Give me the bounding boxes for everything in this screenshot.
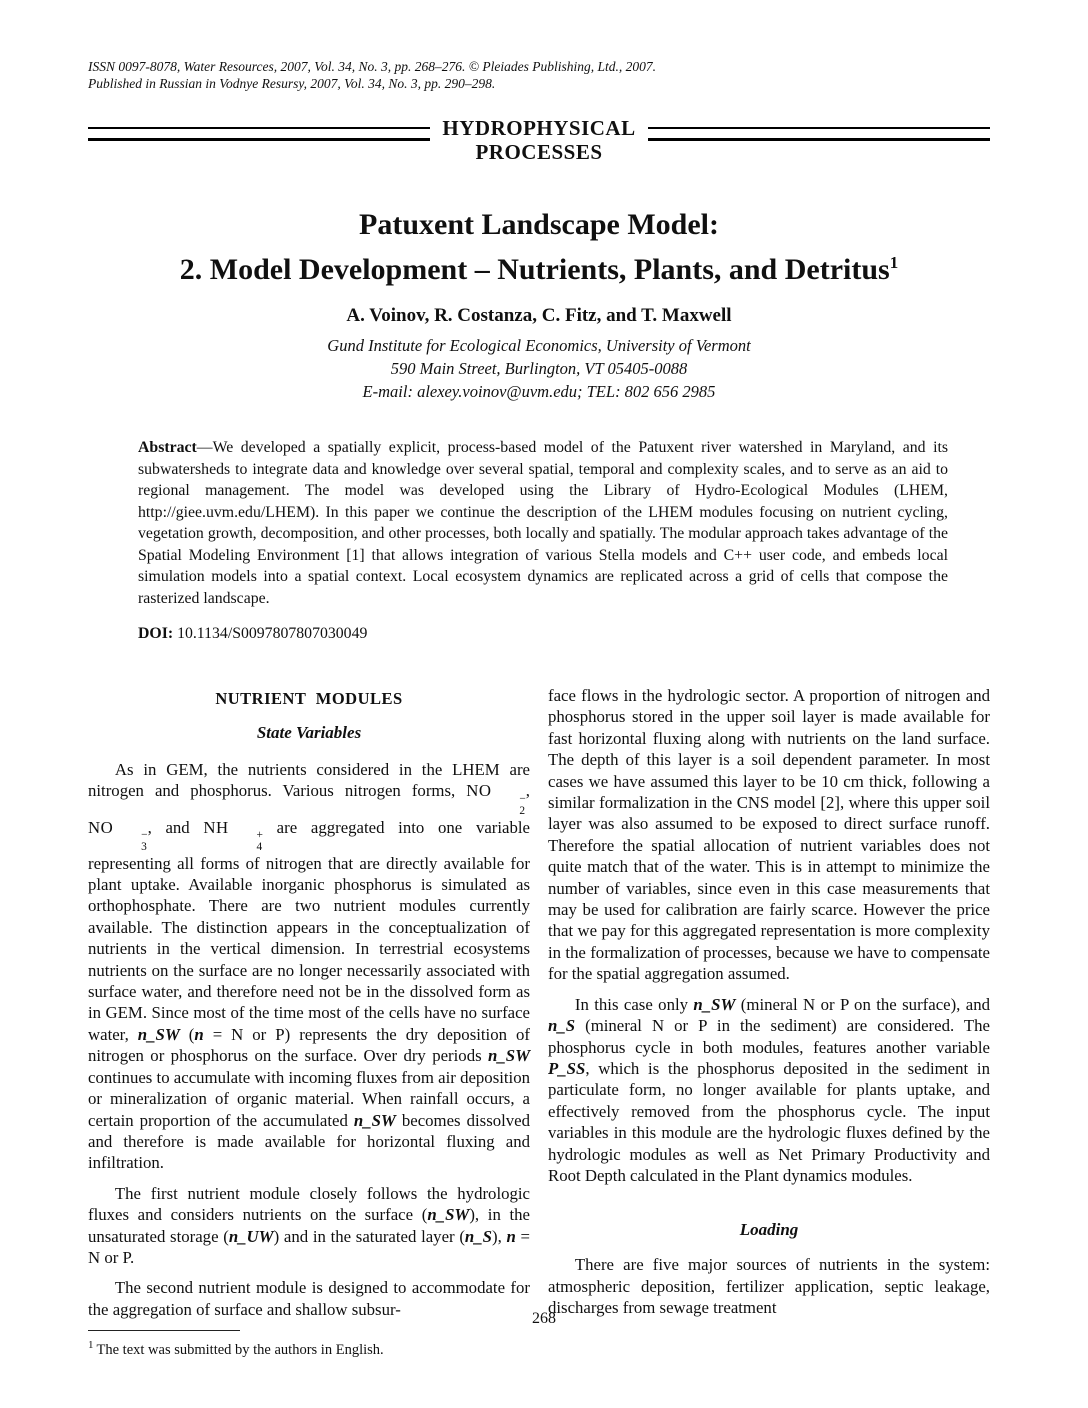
issn-line: ISSN 0097-8078, Water Resources, 2007, Vol. 34, No. 3, pp. 268–276. © Pleiades Publishing, Ltd., 2007. xyxy=(88,59,656,74)
affiliation-block xyxy=(88,334,990,403)
section-heading-nutrient-modules: NUTRIENT MODULES xyxy=(215,689,403,708)
section-banner-title xyxy=(430,116,647,164)
subheading-state-variables: State Variables xyxy=(256,723,362,742)
authors-line: A. Voinov, R. Costanza, C. Fitz, and T. Maxwell xyxy=(346,305,732,326)
footnote-rule xyxy=(88,1330,240,1331)
section-banner-line2: PROCESSES xyxy=(475,140,603,164)
title-footnote-mark: 1 xyxy=(889,253,899,272)
section-banner xyxy=(88,116,990,164)
left-paragraph-3: The second nutrient module is designed to accommodate for the aggregation of surface and shallow subsur- xyxy=(88,1278,530,1319)
affiliation-institute: Gund Institute for Ecological Economics, University of Vermont xyxy=(327,336,751,355)
banner-rule-left xyxy=(88,127,430,141)
paper-title-line2 xyxy=(88,244,990,289)
paper-title xyxy=(88,206,990,289)
doi-label: DOI: xyxy=(138,625,174,642)
left-paragraph-1: As in GEM, the nutrients considered in the LHEM are nitrogen and phosphorus. Various nitrogen forms, NO − 2 , NO − 3 , and NH + 4 are aggregated into one variable representing all forms of nitrogen that are directly available for plant uptake. Available inorganic phosphorus is simulated as orthophosphate. There are two nutrient modules currently available. The distinction appears in the conceptualization of nutrients in the vertical dimension. In terrestrial ecosystems nutrients on the surface are no longer necessarily associated with surface water, and therefore need not be in the dissolved form as in GEM. Since most of the time most of the cells have no surface water, n_SW (n = N or P) represents the dry deposition of nitrogen or phosphorus on the surface. Over dry periods n_SW continues to accumulate with incoming fluxes from air deposition or mineralization of organic material. When rainfall occurs, a certain proportion of the accumulated n_SW becomes dissolved and therefore is made available for horizontal fluxing and infiltration. xyxy=(88,760,531,1173)
paper-title-line2-text: 2. Model Development – Nutrients, Plants, and Detritus xyxy=(179,253,890,286)
banner-rule-right xyxy=(648,127,990,141)
abstract-label: Abstract xyxy=(138,439,197,456)
doi-value: 10.1134/S0097807807030049 xyxy=(177,625,368,642)
left-paragraph-2: The first nutrient module closely follows the hydrologic fluxes and considers nutrients on the surface (n_SW), in the unsaturated storage (n_UW) and in the saturated layer (n_S), n = N or P. xyxy=(88,1183,531,1267)
paper-title-line1: Patuxent Landscape Model: xyxy=(359,208,719,241)
affiliation-contact: E-mail: alexey.voinov@uvm.edu; TEL: 802 656 2985 xyxy=(362,382,716,401)
footnote-mark: 1 xyxy=(88,1339,94,1352)
right-paragraph-1: face flows in the hydrologic sector. A proportion of nitrogen and phosphorus stored in the upper soil layer is made available for fast horizontal fluxing along with nutrients on the land surface. The depth of this layer is a soil dependent parameter. In most cases we have assumed this layer to be 10 cm thick, following a similar formalization in the CNS model [2], where this upper soil layer was also assumed to be exposed to direct surface runoff. Therefore the spatial allocation of nutrient variables does not quite match that of the water. This is in attempt to minimize the number of variables, since even in this case measurements that may be used for calibration are fairly scarce. However the price that we pay for this aggregated representation is more complexity in the formalization of processes, because we have to compensate for the spatial aggregation assumed. xyxy=(548,686,990,984)
left-column xyxy=(88,685,530,1359)
abstract xyxy=(138,437,948,609)
abstract-text: —We developed a spatially explicit, process-based model of the Patuxent river watershed in Maryland, and its subwatersheds to integrate data and knowledge over several spatial, temporal and complexity scales, and to serve as an aid to regional management. The model was developed using the Library of Hydro-Ecological Modules (LHEM, http://giee.uvm.edu/LHEM). In this paper we continue the description of the LHEM modules focusing on nutrient cycling, vegetation growth, decomposition, and other processes, both locally and spatially. The modular approach takes advantage of the Spatial Modeling Environment [1] that allows integration of various Stella models and C++ user code, and embeds local simulation models into a spatial context. Local ecosystem dynamics are replicated across a grid of cells that compose the rasterized landscape. xyxy=(138,439,948,607)
right-column xyxy=(548,685,990,1359)
published-line: Published in Russian in Vodnye Resursy, 2007, Vol. 34, No. 3, pp. 290–298. xyxy=(88,76,496,91)
subheading-loading: Loading xyxy=(739,1220,799,1240)
body-columns xyxy=(88,685,990,1359)
journal-meta xyxy=(88,58,990,92)
footnote-text: The text was submitted by the authors in English. xyxy=(96,1341,384,1358)
right-paragraph-3: There are five major sources of nutrients in the system: atmospheric deposition, fertilizer application, septic leakage, discharges from sewage treatment xyxy=(548,1255,990,1318)
right-paragraph-2: In this case only n_SW (mineral N or P on the surface), and n_S (mineral N or P in the sediment) are considered. The phosphorus cycle in both modules, features another variable P_SS, which is the phosphorus deposited in the sediment in particulate form, no longer available for plants uptake, and effectively removed from the phosphorus cycle. The input variables in this module are the hydrologic fluxes defined by the hydrologic modules as well as Net Primary Productivity and Root Depth calculated in the Plant dynamics modules. xyxy=(548,994,991,1185)
section-banner-line1: HYDROPHYSICAL xyxy=(442,116,636,140)
doi-line xyxy=(138,625,948,643)
footnote xyxy=(88,1330,530,1359)
page-number: 268 xyxy=(532,1310,556,1327)
affiliation-address: 590 Main Street, Burlington, VT 05405-0088 xyxy=(390,359,688,378)
footnote-text-line xyxy=(88,1336,530,1359)
